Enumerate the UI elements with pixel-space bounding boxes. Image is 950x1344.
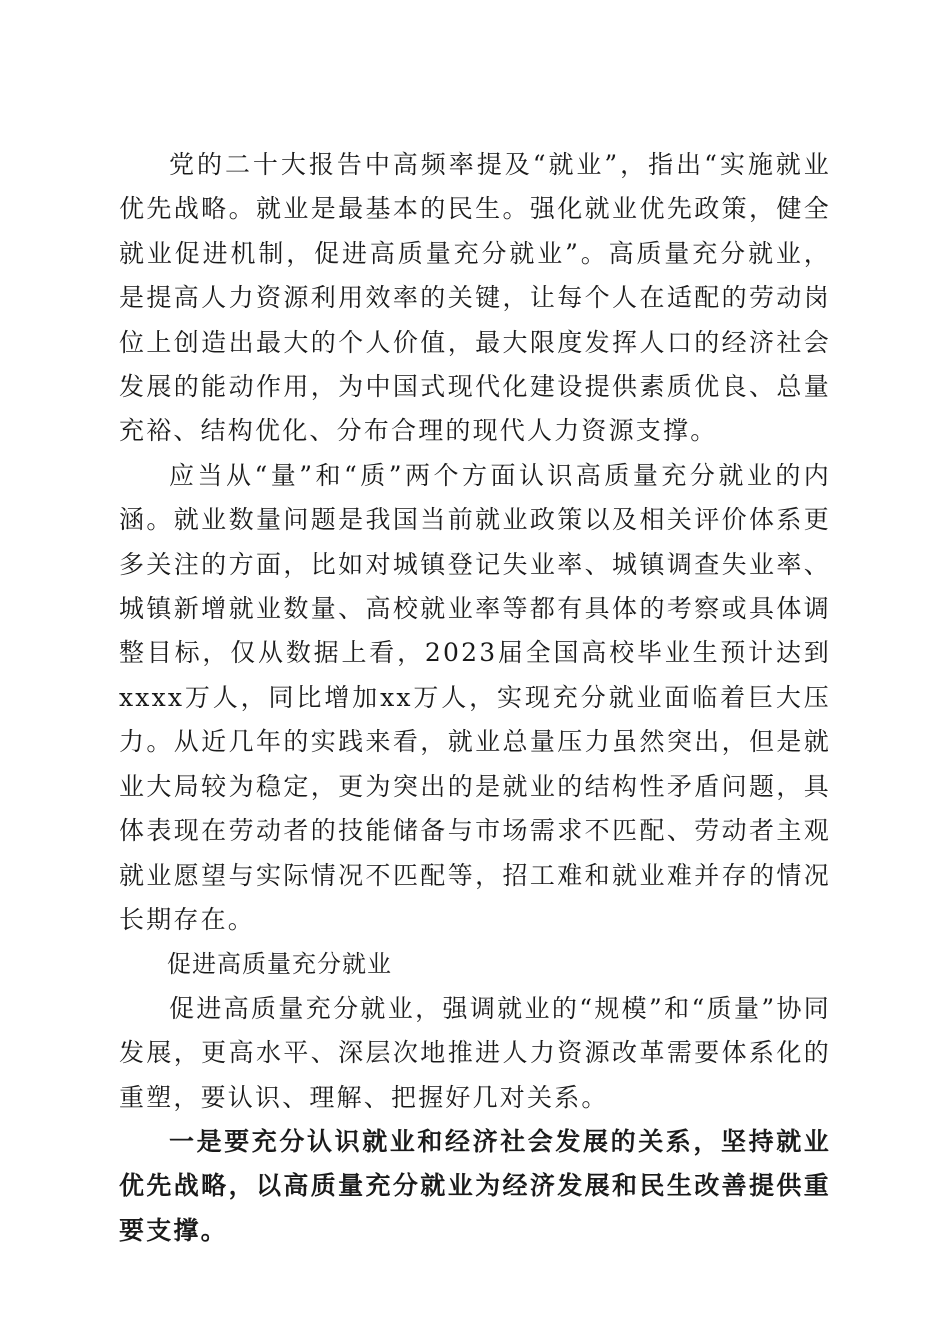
paragraph-bold-point-one: 一是要充分认识就业和经济社会发展的关系，坚持就业优先战略，以高质量充分就业为经济发展和民生改善提供重要支撑。 — [119, 1126, 831, 1245]
paragraph-quantity-quality: 应当从“量”和“质”两个方面认识高质量充分就业的内涵。就业数量问题是我国当前就业政策以及相关评价体系更多关注的方面，比如对城镇登记失业率、城镇调查失业率、城镇新增就业数量、高校就业率等都有具体的考察或具体调整目标，仅从数据上看，2023届全国高校毕业生预计达到xxxx万人，同比增加xx万人，实现充分就业面临着巨大压力。从近几年的实践来看，就业总量压力虽然突出，但是就业大局较为稳定，更为突出的是就业的结构性矛盾问题，具体表现在劳动者的技能储备与市场需求不匹配、劳动者主观就业愿望与实际情况不匹配等，招工难和就业难并存的情况长期存在。 — [119, 460, 831, 934]
paragraph-scale-quality: 促进高质量充分就业，强调就业的“规模”和“质量”协同发展，更高水平、深层次地推进人力资源改革需要体系化的重塑，要认识、理解、把握好几对关系。 — [119, 993, 831, 1112]
paragraph-employment-priority: 党的二十大报告中高频率提及“就业”，指出“实施就业优先战略。就业是最基本的民生。强化就业优先政策，健全就业促进机制，促进高质量充分就业”。高质量充分就业，是提高人力资源利用效率的关键，让每个人在适配的劳动岗位上创造出最大的个人价值，最大限度发挥人口的经济社会发展的能动作用，为中国式现代化建设提供素质优良、总量充裕、结构优化、分布合理的现代人力资源支撑。 — [119, 150, 831, 446]
section-heading: 促进高质量充分就业 — [167, 950, 392, 979]
document-page — [119, 143, 831, 1253]
